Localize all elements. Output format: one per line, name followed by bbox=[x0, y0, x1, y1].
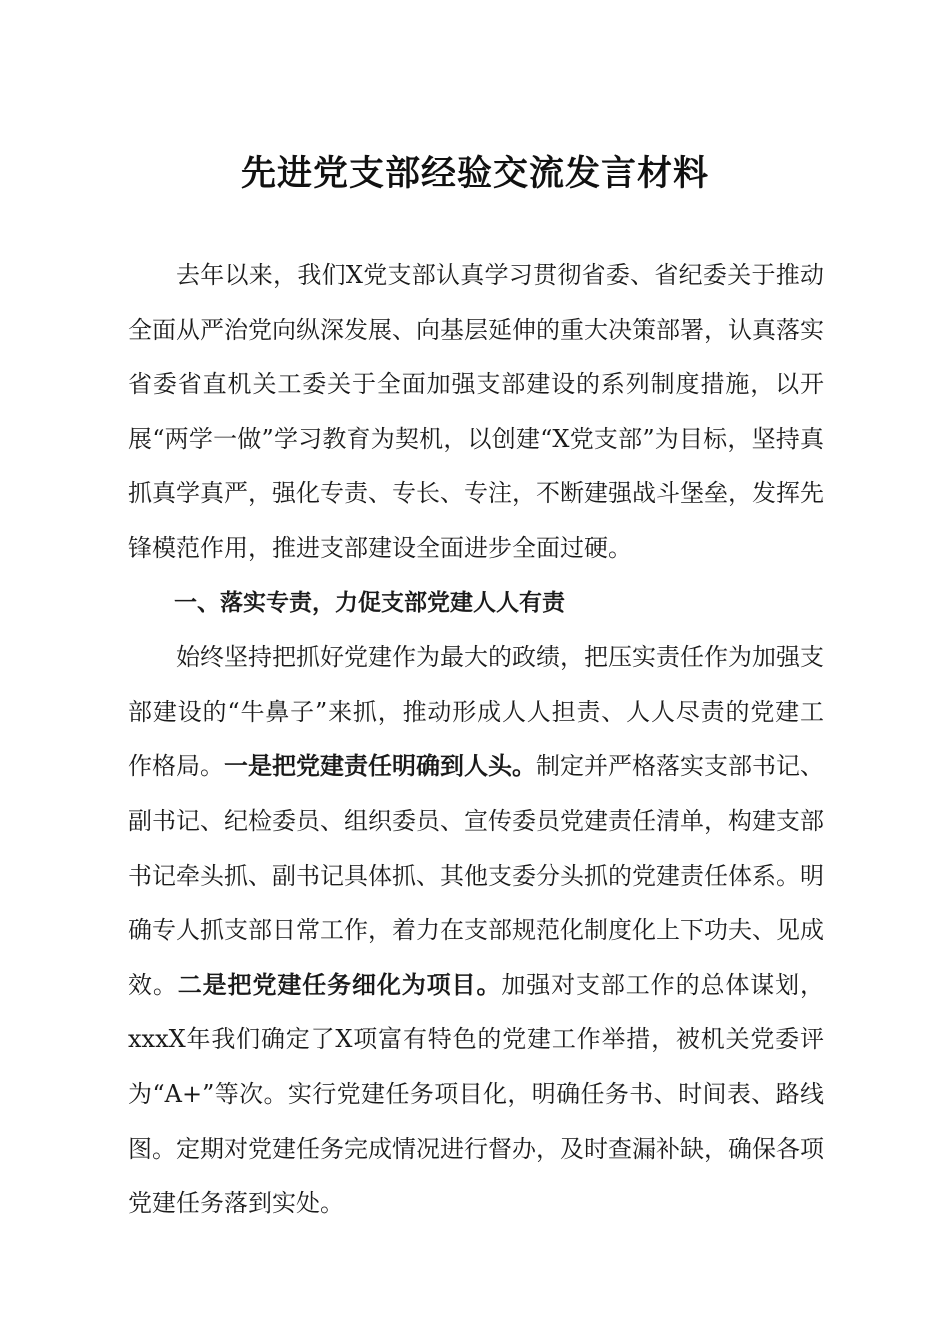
section-heading: 一、落实专责，力促支部党建人人有责 bbox=[174, 589, 565, 616]
paragraph-text: 制定并严格落实支部书记、副书记、纪检委员、组织委员、宣传委员党建责任清单，构建支部书记牵头抓、副书记具体抓、其他支委分头抓的党建责任体系。明确专人抓支部日常工作，着力在支部规范化制度化上下功夫、见成效。 bbox=[128, 752, 824, 999]
document-body bbox=[128, 248, 824, 1231]
point-one-lead: 一是把党建责任明确到人头。 bbox=[224, 751, 536, 781]
intro-paragraph: 去年以来，我们X党支部认真学习贯彻省委、省纪委关于推动全面从严治党向纵深发展、向基层延伸的重大决策部署，认真落实省委省直机关工委关于全面加强支部建设的系列制度措施，以开展“两学一做”学习教育为契机，以创建“X党支部”为目标，坚持真抓真学真严，强化专责、专长、专注，不断建强战斗堡垒，发挥先锋模范作用，推进支部建设全面进步全面过硬。 bbox=[128, 261, 824, 562]
section-paragraph bbox=[128, 630, 824, 1231]
paragraph-text: 始终坚持把抓好党建作为最大的政绩，把压实责任作为加强支部建设的“牛鼻子”来抓，推动形成人人担责、人人尽责的党建工作格局。 bbox=[128, 643, 824, 781]
point-two-lead: 二是把党建任务细化为项目。 bbox=[177, 969, 502, 999]
paragraph-text: 加强对支部工作的总体谋划，xxxX年我们确定了X项富有特色的党建工作举措，被机关党委评为“A+”等次。实行党建任务项目化，明确任务书、时间表、路线图。定期对党建任务完成情况进行督办，及时查漏补缺，确保各项党建任务落到实处。 bbox=[128, 970, 825, 1218]
document-title: 先进党支部经验交流发言材料 bbox=[240, 153, 709, 194]
